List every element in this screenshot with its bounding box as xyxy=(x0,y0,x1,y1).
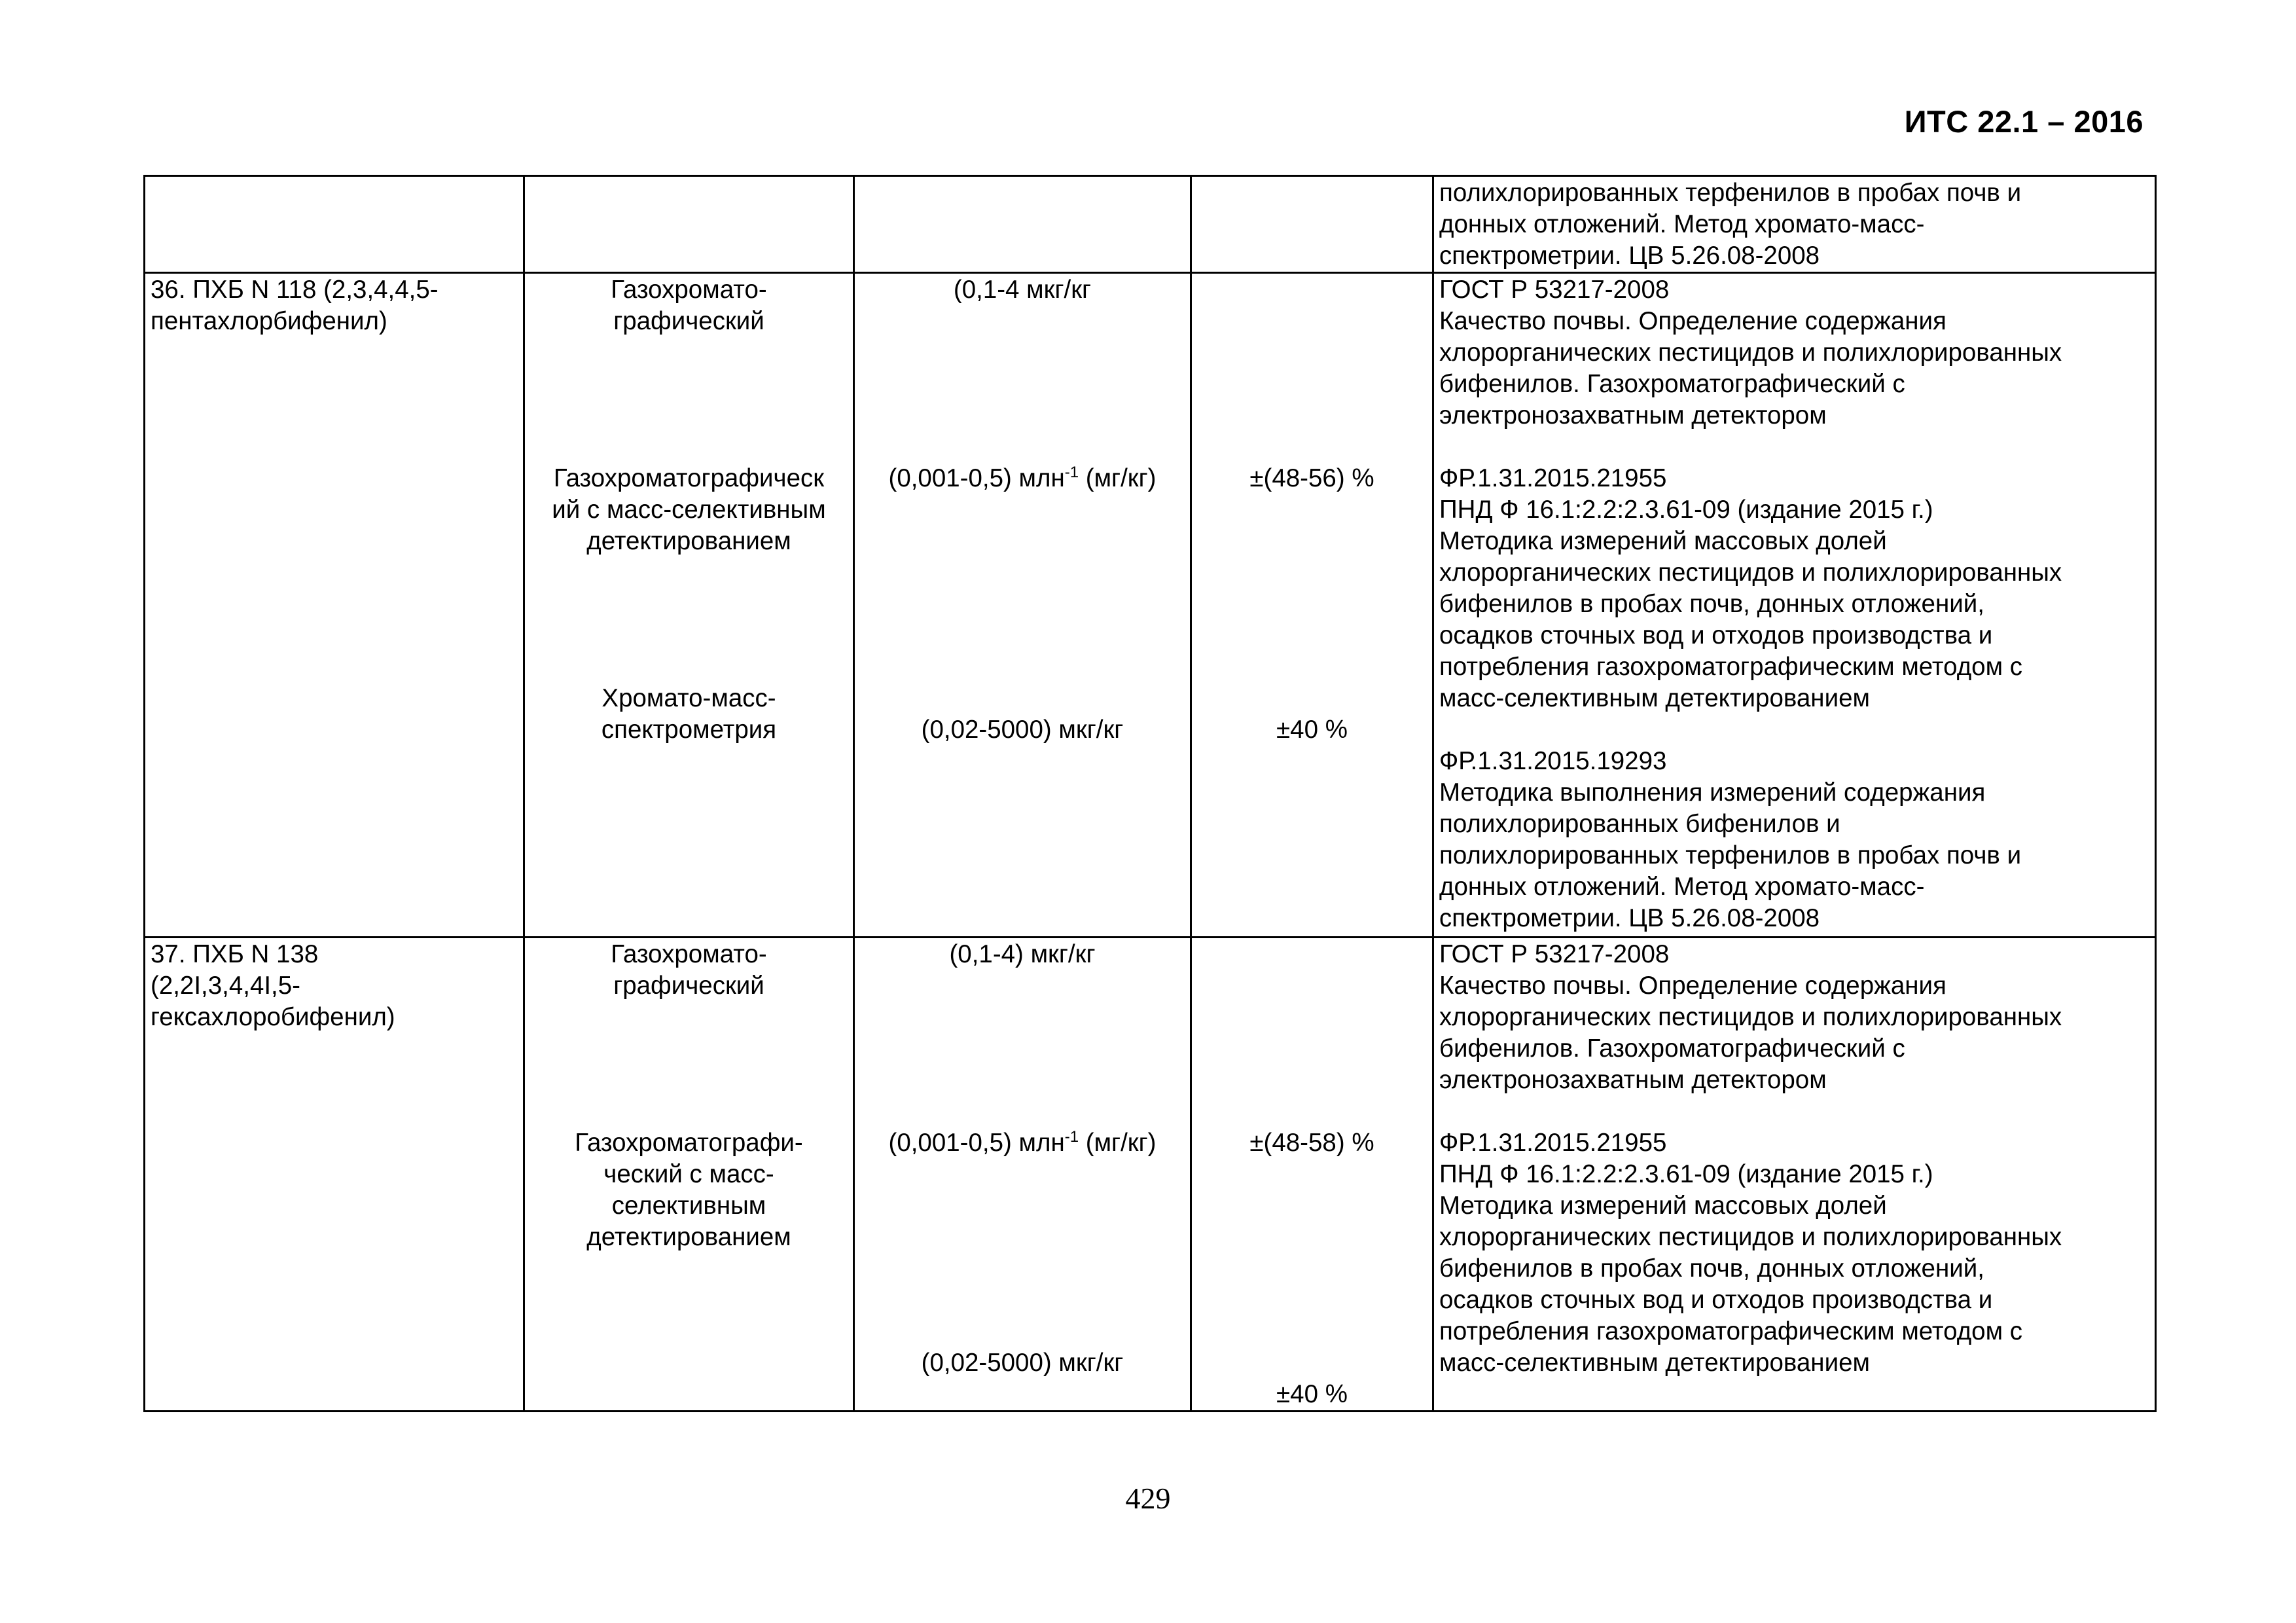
source-line: хлорорганических пестицидов и полихлорированных xyxy=(1439,1003,2062,1031)
source-line: ФР.1.31.2015.19293 xyxy=(1439,747,1667,775)
source-line: ГОСТ Р 53217-2008 xyxy=(1439,940,1670,968)
source-line: бифенилов. Газохроматографический с xyxy=(1439,1034,1905,1063)
table-row-36 xyxy=(145,273,2156,938)
source-line: масс-селективным детектированием xyxy=(1439,684,1870,712)
cell-error xyxy=(1191,273,1433,938)
method-line: графический xyxy=(613,307,764,335)
range-value: (0,02-5000) мкг/кг xyxy=(921,716,1124,744)
source-line: Методика измерений массовых долей xyxy=(1439,1192,1887,1220)
source-line: ПНД Ф 16.1:2.2:2.3.61-09 (издание 2015 г.) xyxy=(1439,1160,1933,1188)
range-value: (0,001-0,5) млн$^{-1}$ (мг/кг) xyxy=(888,464,1157,492)
source-line: донных отложений. Метод хромато-масс- xyxy=(1439,873,1925,901)
cell-source xyxy=(1433,176,2156,273)
source-line: потребления газохроматографическим методом с xyxy=(1439,1317,2022,1345)
method-line: Газохромато- xyxy=(611,276,767,304)
error-value: ±(48-56) % xyxy=(1249,464,1374,492)
method-line: ий с масс-селективным xyxy=(552,496,826,524)
source-line: осадков сточных вод и отходов производства и xyxy=(1439,1286,1993,1314)
source-line: Качество почвы. Определение содержания xyxy=(1439,307,1946,335)
cell-substance xyxy=(145,938,524,1412)
cell-range xyxy=(854,938,1191,1412)
cell-source xyxy=(1433,938,2156,1412)
range-value: (0,1-4) мкг/кг xyxy=(949,940,1096,968)
cell-substance xyxy=(145,273,524,938)
source-line: бифенилов в пробах почв, донных отложений, xyxy=(1439,1254,1984,1283)
source-line: хлорорганических пестицидов и полихлорированных xyxy=(1439,338,2062,367)
source-line: донных отложений. Метод хромато-масс- xyxy=(1439,210,1925,238)
method-line: Газохроматографическ xyxy=(553,464,825,492)
range-value: (0,001-0,5) млн$^{-1}$ (мг/кг) xyxy=(888,1128,1157,1157)
cell-source xyxy=(1433,273,2156,938)
substance-line: пентахлорбифенил) xyxy=(151,307,387,335)
source-line: хлорорганических пестицидов и полихлорированных xyxy=(1439,1223,2062,1251)
source-line: ГОСТ Р 53217-2008 xyxy=(1439,276,1670,304)
cell-range xyxy=(854,176,1191,273)
source-line: полихлорированных бифенилов и xyxy=(1439,810,1840,838)
source-line: спектрометрии. ЦВ 5.26.08-2008 xyxy=(1439,904,1820,932)
range-value: (0,02-5000) мкг/кг xyxy=(921,1349,1124,1377)
source-line: полихлорированных терфенилов в пробах почв и xyxy=(1439,841,2022,869)
document-code-header: ИТС 22.1 – 2016 xyxy=(1904,104,2144,139)
source-line: электронозахватным детектором xyxy=(1439,401,1827,429)
cell-range xyxy=(854,273,1191,938)
table-row-37 xyxy=(145,938,2156,1412)
source-line: электронозахватным детектором xyxy=(1439,1066,1827,1094)
table-row-continuation xyxy=(145,176,2156,273)
cell-method xyxy=(524,938,854,1412)
source-line: ФР.1.31.2015.21955 xyxy=(1439,464,1667,492)
source-line: Качество почвы. Определение содержания xyxy=(1439,972,1946,1000)
substance-line: 36. ПХБ N 118 (2,3,4,4,5- xyxy=(151,276,439,304)
method-line: спектрометрия xyxy=(601,716,777,744)
method-line: графический xyxy=(613,972,764,1000)
source-line: спектрометрии. ЦВ 5.26.08-2008 xyxy=(1439,242,1820,270)
source-line: хлорорганических пестицидов и полихлорированных xyxy=(1439,558,2062,587)
method-line: детектированием xyxy=(586,1223,791,1251)
source-line: масс-селективным детектированием xyxy=(1439,1349,1870,1377)
source-line: ПНД Ф 16.1:2.2:2.3.61-09 (издание 2015 г.) xyxy=(1439,496,1933,524)
error-value: ±40 % xyxy=(1276,1380,1348,1408)
source-line: Методика выполнения измерений содержания xyxy=(1439,778,1986,807)
substance-line: (2,2I,3,4,4I,5- xyxy=(151,972,300,1000)
error-value: ±(48-58) % xyxy=(1249,1129,1374,1157)
source-line: бифенилов в пробах почв, донных отложений, xyxy=(1439,590,1984,618)
source-line: потребления газохроматографическим методом с xyxy=(1439,653,2022,681)
cell-error xyxy=(1191,176,1433,273)
cell-substance xyxy=(145,176,524,273)
method-line: ческий с масс- xyxy=(603,1160,774,1188)
method-line: Хромато-масс- xyxy=(601,684,776,712)
range-value: (0,1-4 мкг/кг xyxy=(953,276,1092,304)
cell-method xyxy=(524,273,854,938)
method-line: Газохромато- xyxy=(611,940,767,968)
substance-line: 37. ПХБ N 138 xyxy=(151,940,319,968)
methods-table xyxy=(143,175,2157,1412)
source-line: ФР.1.31.2015.21955 xyxy=(1439,1129,1667,1157)
cell-error xyxy=(1191,938,1433,1412)
method-line: Газохроматографи- xyxy=(575,1129,803,1157)
source-line: осадков сточных вод и отходов производства и xyxy=(1439,621,1993,649)
page-number: 429 xyxy=(1125,1482,1171,1515)
source-line: Методика измерений массовых долей xyxy=(1439,527,1887,555)
method-line: детектированием xyxy=(586,527,791,555)
source-line: бифенилов. Газохроматографический с xyxy=(1439,370,1905,398)
error-value: ±40 % xyxy=(1276,716,1348,744)
substance-line: гексахлоробифенил) xyxy=(151,1003,395,1031)
cell-method xyxy=(524,176,854,273)
method-line: селективным xyxy=(611,1192,766,1220)
source-line: полихлорированных терфенилов в пробах почв и xyxy=(1439,179,2022,207)
